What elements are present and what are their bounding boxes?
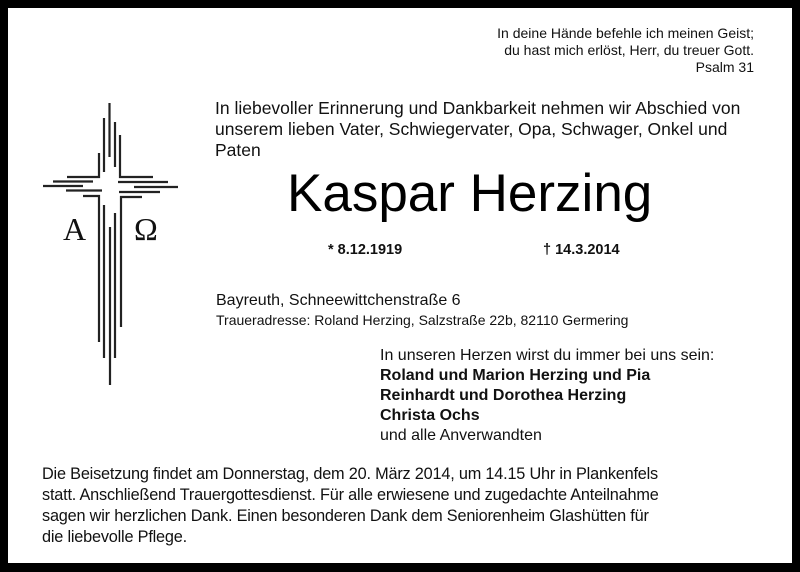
- intro-text: [215, 98, 785, 161]
- mourner-name: Reinhardt und Dorothea Herzing: [380, 387, 627, 404]
- obituary-card: [8, 8, 792, 563]
- footer-line: die liebevolle Pflege.: [42, 528, 187, 546]
- mourning-address: Traueradresse: Roland Herzing, Salzstraße 22b, 82110 Germering: [216, 312, 629, 328]
- residence-address: Bayreuth, Schneewittchenstraße 6: [216, 292, 461, 309]
- deceased-name: Kaspar Herzing: [287, 164, 653, 223]
- family-block: [380, 346, 714, 446]
- mourner-name: Christa Ochs: [380, 407, 480, 424]
- mourner-name: Roland und Marion Herzing und Pia: [380, 367, 651, 384]
- funeral-notice: [42, 464, 782, 548]
- omega-glyph: Ω: [134, 211, 158, 247]
- family-closing: und alle Anverwandten: [380, 427, 542, 444]
- intro-line: Paten: [215, 140, 261, 160]
- footer-line: sagen wir herzlichen Dank. Einen besonderen Dank dem Seniorenheim Glashütten für: [42, 507, 649, 525]
- psalm-line: In deine Hände befehle ich meinen Geist;: [497, 25, 754, 41]
- intro-line: In liebevoller Erinnerung und Dankbarkeit nehmen wir Abschied von: [215, 98, 741, 118]
- intro-line: unserem lieben Vater, Schwiegervater, Opa, Schwager, Onkel und: [215, 119, 728, 139]
- psalm-line: du hast mich erlöst, Herr, du treuer Gott.: [504, 42, 754, 58]
- alpha-glyph: A: [63, 211, 87, 247]
- death-date: † 14.3.2014: [543, 242, 620, 258]
- family-intro: In unseren Herzen wirst du immer bei uns sein:: [380, 347, 715, 364]
- psalm-quote: [497, 25, 754, 76]
- birth-date: * 8.12.1919: [328, 242, 403, 258]
- footer-line: statt. Anschließend Trauergottesdienst. Für alle erwiesene und zugedachte Anteilnahme: [42, 486, 659, 504]
- psalm-source: Psalm 31: [695, 59, 754, 75]
- footer-line: Die Beisetzung findet am Donnerstag, dem 20. März 2014, um 14.15 Uhr in Plankenfels: [42, 465, 658, 483]
- cross-with-alpha-omega-icon: [8, 8, 208, 408]
